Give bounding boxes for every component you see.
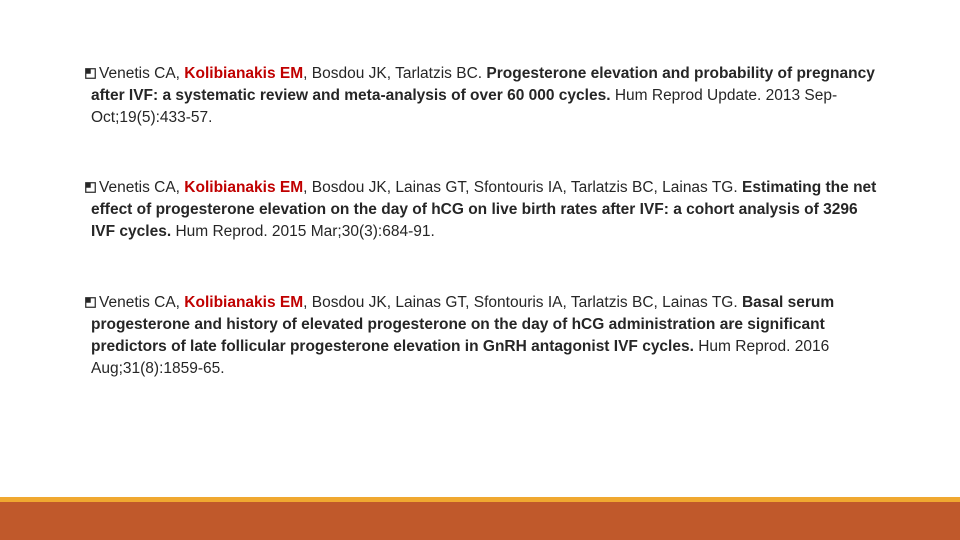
reference-authors-rest: , Bosdou JK, Lainas GT, Sfontouris IA, Tarlatzis BC, Lainas TG. <box>303 179 742 196</box>
reference-item <box>85 177 881 243</box>
reference-citation: Hum Reprod. 2015 Mar;30(3):684-91. <box>171 223 435 240</box>
highlighted-author: Kolibianakis EM <box>184 294 304 311</box>
highlighted-author: Kolibianakis EM <box>184 65 304 82</box>
reference-title: Progesterone elevation and probability of pregnancy after IVF: a systematic review and meta-analysis of over 60 000 cycles. <box>91 65 875 104</box>
reference-title: Estimating the net effect of progesterone elevation on the day of hCG on live birth rates after IVF: a cohort analysis of 3296 IVF cycles. <box>91 179 877 240</box>
reference-title: Basal serum progesterone and history of elevated progesterone on the day of hCG administration are significant predictors of late follicular progesterone elevation in GnRH antagonist IVF cycles. <box>91 294 835 355</box>
reference-authors: Venetis CA, <box>99 179 185 196</box>
reference-citation: Hum Reprod. 2016 Aug;31(8):1859-65. <box>91 338 830 377</box>
reference-authors: Venetis CA, <box>99 65 185 82</box>
highlighted-author: Kolibianakis EM <box>184 179 304 196</box>
quarter-square-bullet-icon <box>85 182 96 193</box>
reference-item <box>85 63 881 129</box>
quarter-square-bullet-icon <box>85 68 96 79</box>
reference-citation: Hum Reprod Update. 2013 Sep-Oct;19(5):433-57. <box>91 87 838 126</box>
reference-authors-rest: , Bosdou JK, Tarlatzis BC. <box>303 65 487 82</box>
reference-item <box>85 292 881 380</box>
footer-bar <box>0 502 960 540</box>
reference-authors-rest: , Bosdou JK, Lainas GT, Sfontouris IA, Tarlatzis BC, Lainas TG. <box>303 294 742 311</box>
reference-authors: Venetis CA, <box>99 294 185 311</box>
quarter-square-bullet-icon <box>85 297 96 308</box>
